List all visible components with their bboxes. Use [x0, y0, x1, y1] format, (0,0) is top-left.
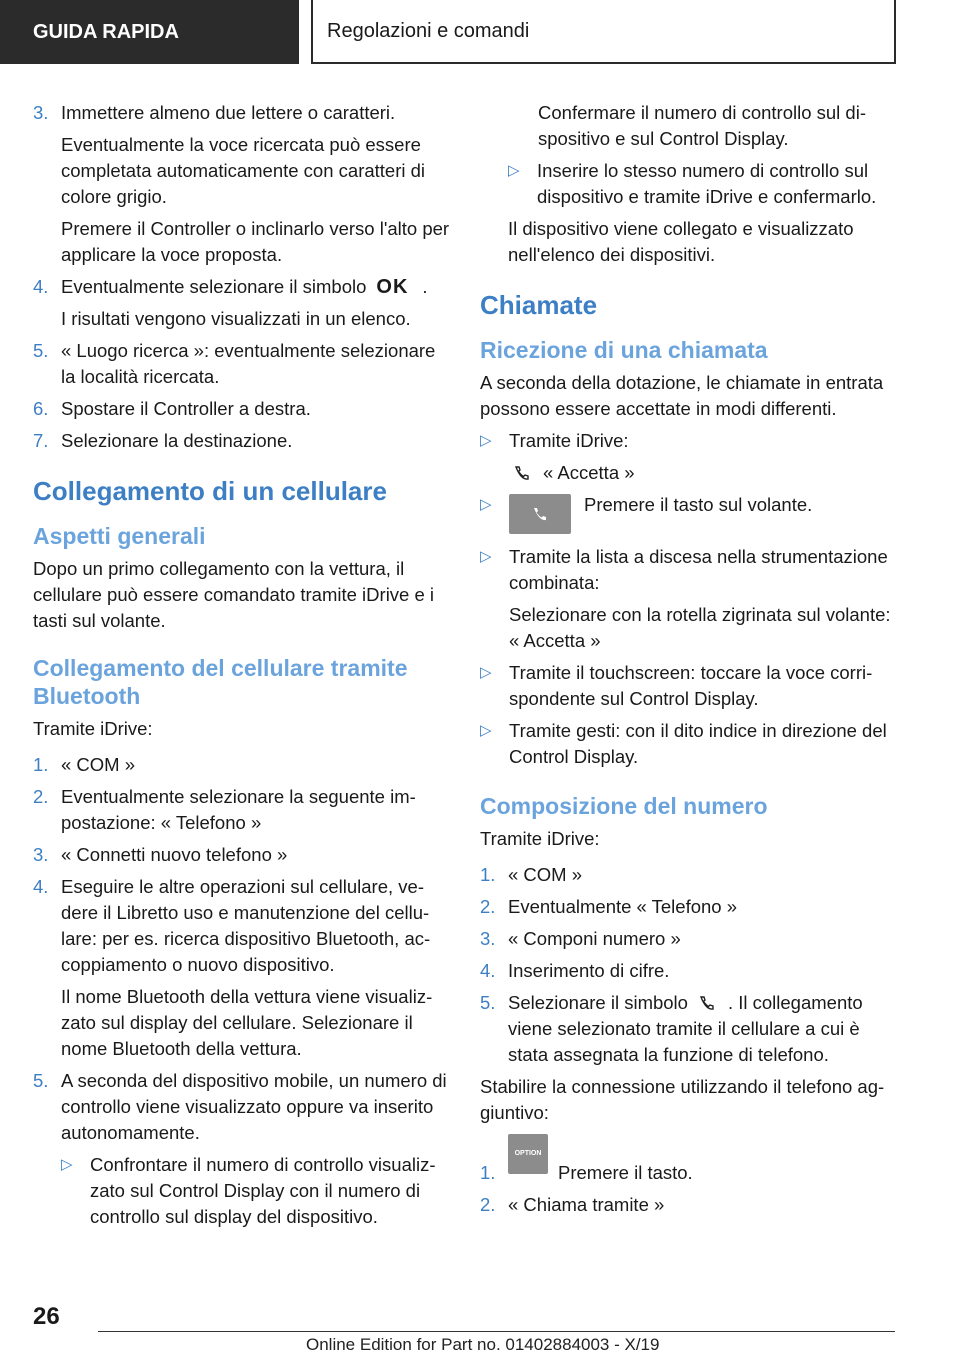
left-column: [33, 100, 453, 1236]
paragraph: Eventualmente la voce ricercata può essere completata automaticamente con caratteri di colore grigio.: [61, 134, 426, 207]
paragraph: Tramite iDrive:: [480, 828, 600, 849]
paragraph: Il nome Bluetooth della vettura viene visualizzato sul display del cellulare. Selezionare il nome Bluetooth della vettura.: [61, 986, 433, 1059]
footer-edition: Online Edition for Part no. 01402884003 - X/19: [306, 1335, 660, 1354]
steering-wheel-phone-button: [509, 494, 571, 534]
list-item: 2. Eventualmente selezionare la seguente impostazione: « Telefono »: [33, 786, 416, 833]
triangle-bullet-icon: ▷: [480, 496, 492, 513]
list-item: 5. A seconda del dispositivo mobile, un numero di controllo viene visualizzato oppure va inserito autonomamente.: [33, 1070, 447, 1143]
paragraph: A seconda della dotazione, le chiamate in entrata possono essere accettate in modi differenti.: [480, 372, 884, 419]
bullet-item: ▷ Tramite iDrive:: [480, 428, 900, 454]
triangle-bullet-icon: ▷: [480, 722, 492, 739]
paragraph: I risultati vengono visualizzati in un elenco.: [61, 308, 411, 329]
chapter-tab: [311, 0, 896, 64]
footer-divider: [98, 1331, 895, 1332]
list-item: 3. Immettere almeno due lettere o caratteri.: [33, 102, 396, 123]
triangle-bullet-icon: ▷: [61, 1156, 73, 1173]
list-item: 4. Eventualmente selezionare il simbolo OK .: [33, 276, 428, 298]
heading-collegamento: Collegamento di un cellulare: [33, 476, 387, 506]
triangle-bullet-icon: ▷: [480, 432, 492, 449]
list-item: 4. Inserimento di cifre.: [480, 960, 670, 981]
list-item: 1. OPTION Premere il tasto.: [480, 1160, 900, 1186]
bullet-item: ▷ Confrontare il numero di controllo visualizzato sul Control Display con il numero di controllo sul display del dispositivo.: [61, 1154, 436, 1227]
paragraph: Confermare il numero di controllo sul dispositivo e sul Control Display.: [538, 102, 867, 149]
list-item: 4. Eseguire le altre operazioni sul cellulare, vedere il Libretto uso e manutenzione del cellulare: per es. ricerca dispositivo Bluetooth, accoppiamento o nuovo dispositivo.: [33, 876, 431, 975]
phone-icon: [698, 994, 716, 1012]
list-item: 5. Selezionare il simbolo . Il collegamento viene selezionato tramite il cellulare a cui è stata assegnata la funzione di telefono.: [480, 992, 863, 1065]
paragraph: Selezionare con la rotella zigrinata sul volante: « Accetta »: [509, 604, 891, 651]
list-item: 5. « Luogo ricerca »: eventualmente selezionare la località ricercata.: [33, 340, 436, 387]
triangle-bullet-icon: ▷: [508, 162, 520, 179]
triangle-bullet-icon: ▷: [480, 548, 492, 565]
bullet-item: ▷ Inserire lo stesso numero di controllo sul dispositivo e tramite iDrive e confermarlo.: [508, 160, 877, 207]
bullet-item: ▷ Tramite la lista a discesa nella strumentazione combinata:: [480, 546, 888, 593]
list-item: 2. Eventualmente « Telefono »: [480, 896, 738, 917]
paragraph: Premere il Controller o inclinarlo verso l'alto per applicare la voce proposta.: [61, 218, 450, 265]
heading-chiamate: Chiamate: [480, 290, 598, 320]
bullet-item: ▷ Premere il tasto sul volante.: [480, 492, 900, 538]
list-item: 3. « Connetti nuovo telefono »: [33, 844, 288, 865]
paragraph: Stabilire la connessione utilizzando il telefono aggiuntivo:: [480, 1076, 885, 1123]
option-button: OPTION: [508, 1134, 548, 1174]
section-title: GUIDA RAPIDA: [33, 20, 179, 43]
list-item: 3. « Componi numero »: [480, 928, 681, 949]
phone-icon: [531, 505, 549, 523]
list-item: 6. Spostare il Controller a destra.: [33, 398, 311, 419]
heading-composizione: Composizione del numero: [480, 793, 768, 819]
right-column: [480, 100, 900, 1224]
heading-ricezione: Ricezione di una chiamata: [480, 337, 768, 363]
bullet-item: ▷ Tramite gesti: con il dito indice in direzione del Control Display.: [480, 720, 887, 767]
triangle-bullet-icon: ▷: [480, 664, 492, 681]
heading-aspetti: Aspetti generali: [33, 523, 206, 549]
chapter-title: Regolazioni e comandi: [327, 19, 530, 42]
list-item: 1. « COM »: [480, 864, 583, 885]
paragraph: « Accetta »: [509, 460, 900, 486]
list-item: 7. Selezionare la destinazione.: [33, 430, 293, 451]
paragraph: Dopo un primo collegamento con la vettura, il cellulare può essere comandato tramite iDrive e i tasti sul volante.: [33, 558, 435, 631]
list-item: 1. « COM »: [33, 754, 136, 775]
section-tab: [0, 0, 299, 64]
paragraph: Tramite iDrive:: [33, 718, 153, 739]
list-item: 2. « Chiama tramite »: [480, 1194, 665, 1215]
ok-icon: OK: [376, 276, 409, 298]
page-number: 26: [33, 1303, 60, 1330]
paragraph: Il dispositivo viene collegato e visualizzato nell'elenco dei dispositivi.: [508, 218, 854, 265]
heading-bluetooth: Collegamento del cellulare tramite Bluetooth: [33, 655, 408, 709]
bullet-item: ▷ Tramite il touchscreen: toccare la voce corrispondente sul Control Display.: [480, 662, 873, 709]
phone-icon: [513, 464, 531, 482]
